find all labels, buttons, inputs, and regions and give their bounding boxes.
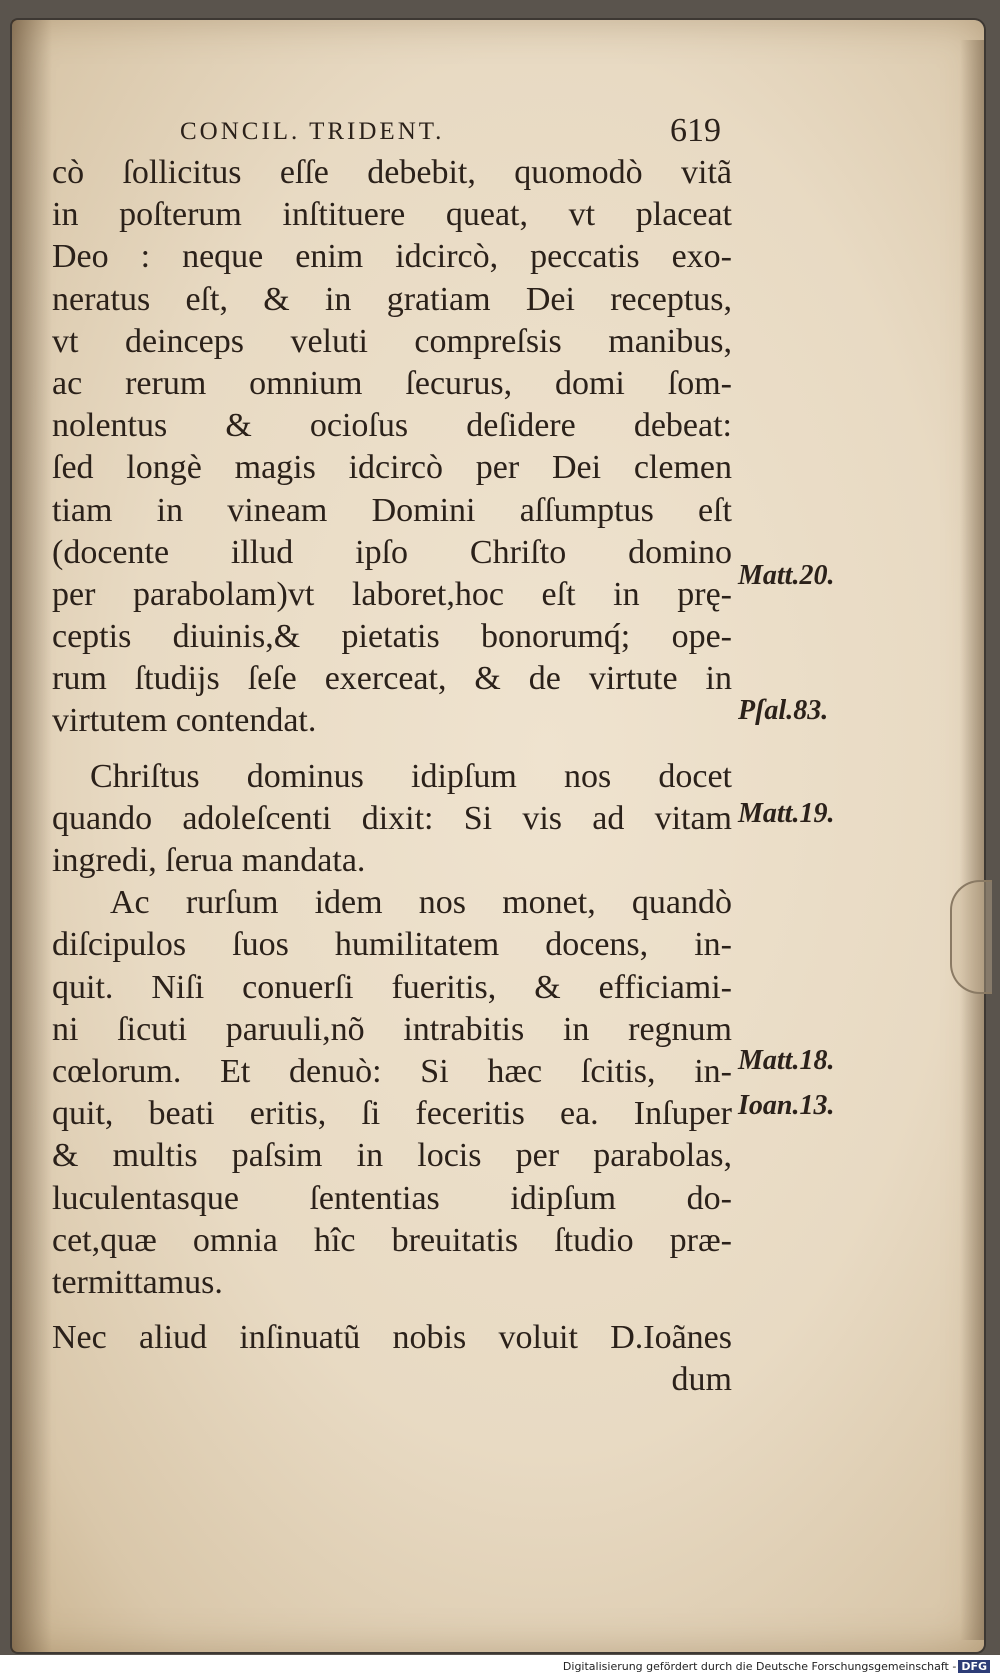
text-line: virtutem contendat. [52,702,317,740]
text-line: termittamus. [52,1263,223,1301]
text-line: diſcipulos ſuos humilitatem docens, in- [52,926,732,964]
body-text [52,152,732,1401]
margin-note-reference: Matt.19. [738,798,835,829]
dfg-logo: DFG [958,1660,990,1673]
book-clasp [950,880,992,994]
page-gutter-shadow [12,20,52,1652]
text-line: quando adoleſcenti dixit: Si vis ad vitam [52,799,732,837]
margin-note-reference: Ioan.13. [738,1090,835,1121]
text-line: Deo : neque enim idcircò, peccatis exo- [52,238,732,276]
text-line: neratus eſt, & in gratiam Dei receptus, [52,280,732,318]
margin-note-reference: Matt.20. [738,560,835,591]
running-title: CONCIL. TRIDENT. [180,118,445,145]
text-line: ni ſicuti paruuli,nõ intrabitis in regnum [52,1010,732,1048]
digitization-credit [563,1660,990,1673]
text-line: ceptis diuinis,& pietatis bonorumq́; ope- [52,618,732,656]
text-line: vt deinceps veluti compreſsis manibus, [52,322,732,360]
text-line: luculentasque ſententias idipſum do- [52,1179,732,1217]
credit-text: Digitalisierung gefördert durch die Deutsche Forschungsgemeinschaft - [562,1660,957,1673]
text-line: quit, beati eritis, ſi feceritis ea. Inſuper [52,1095,732,1133]
text-line: cœlorum. Et denuò: Si hæc ſcitis, in- [52,1052,732,1090]
text-line: tiam in vineam Domini aſſumptus eſt [52,491,732,529]
text-line: cet,quæ omnia hîc breuitatis ſtudio præ- [52,1221,732,1259]
margin-note-reference: Matt.18. [738,1045,835,1076]
text-line: Nec aliud inſinuatũ nobis voluit D.Ioãnes [52,1319,732,1357]
text-line: Ac rurſum idem nos monet, quandò [110,884,732,922]
text-line: ingredi, ſerua mandata. [52,842,366,879]
text-line: cò ſollicitus eſſe debebit, quomodò vitã [52,154,732,191]
text-line: rum ſtudijs ſeſe exerceat, & de virtute in [52,660,732,698]
text-line: per parabolam)vt laboret,hoc eſt in prę- [52,575,732,613]
text-line: quit. Niſi conuerſi fueritis, & efficiami- [52,968,732,1006]
page-edge [960,40,984,1640]
text-line: (docente illud ipſo Chriſto domino [52,533,732,571]
margin-note-reference: Pſal.83. [738,695,829,726]
text-line: ſed longè magis idcircò per Dei clemen [52,449,732,487]
page-number: 619 [670,112,721,149]
text-line: Chriſtus dominus idipſum nos docet [90,757,732,795]
text-line: & multis paſsim in locis per parabolas, [52,1137,732,1175]
text-line: in poſterum inſtituere queat, vt placeat [52,196,732,234]
text-line: ac rerum omnium ſecurus, domi ſom- [52,364,732,402]
text-line: nolentus & ocioſus deſidere debeat: [52,407,732,445]
catchword: dum [671,1361,732,1399]
